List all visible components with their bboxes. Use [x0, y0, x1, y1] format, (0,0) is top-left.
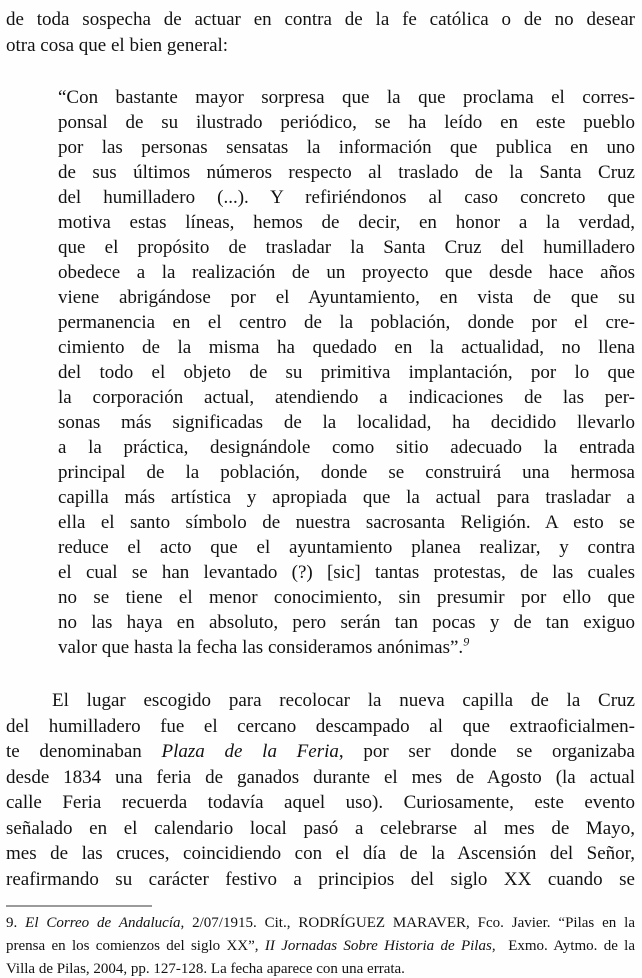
text-line: [58, 535, 635, 560]
text-segment: permanencia en el centro de la población, donde por el cre-: [58, 312, 635, 333]
text-segment: el cual se han levantado (?) [sic] tantas protestas, de las cuales: [58, 562, 635, 583]
text-line: [58, 285, 635, 310]
text-line: [58, 385, 635, 410]
text-line: [6, 958, 635, 978]
text-segment: “Con bastante mayor sorpresa que la que proclama el corres-: [58, 87, 635, 108]
text-segment: obedece a la realización de un proyecto que desde hace años: [58, 262, 635, 283]
text-segment: reafirmando su carácter festivo a principios del siglo XX cuando se: [6, 868, 635, 890]
styled-text-segment: Plaza de la Feria: [161, 741, 339, 762]
text-line: [58, 110, 635, 135]
text-line: [58, 435, 635, 460]
text-segment: cimiento de la misma ha quedado en la actualidad, no llena: [58, 337, 635, 358]
text-segment: , Exmo. Aytmo. de la: [491, 938, 636, 954]
text-line: [58, 310, 635, 335]
text-segment: ella el santo símbolo de nuestra sacrosanta Religión. A esto se: [58, 512, 635, 533]
text-segment: de sus últimos números respecto al traslado de la Santa Cruz: [58, 162, 635, 183]
text-line: [58, 560, 635, 585]
text-segment: ponsal de su ilustrado periódico, se ha leído en este pueblo: [58, 112, 635, 133]
text-segment: reduce el acto que el ayuntamiento planea realizar, y contra: [58, 537, 635, 558]
text-segment: por las personas sensatas la información que publica en uno: [58, 137, 635, 158]
text-segment: que el propósito de trasladar la Santa Cruz del humilladero: [58, 237, 635, 258]
text-line: [58, 235, 635, 260]
text-segment: no se tiene el menor conocimiento, sin presumir por ello que: [58, 587, 635, 608]
footnote-text: [6, 912, 635, 978]
text-line: [6, 7, 635, 33]
text-line: [6, 935, 635, 958]
text-segment: principal de la población, donde se construirá una hermosa: [58, 462, 635, 483]
text-line: [58, 210, 635, 235]
text-segment: 9.: [6, 915, 26, 931]
text-line: [58, 410, 635, 435]
text-segment: a la práctica, designándole como sitio adecuado la entrada: [58, 437, 635, 458]
text-segment: del humilladero (...). Y refiriéndonos al caso concreto que: [58, 187, 635, 208]
text-segment: desde 1834 una feria de ganados durante el mes de Agosto (la actual: [6, 766, 635, 788]
text-segment: no las haya en absoluto, pero serán tan pocas y de tan exiguo: [58, 612, 635, 633]
text-line: [6, 714, 635, 740]
text-segment: calle Feria recuerda todavía aquel uso). Curiosamente, este evento: [6, 792, 635, 813]
text-segment: valor que hasta la fecha las consideramos anónimas”.: [58, 637, 464, 658]
text-segment: del todo el objeto de su primitiva implantación, por lo que: [58, 362, 635, 383]
text-line: [58, 335, 635, 360]
footnote-rule: [6, 905, 152, 907]
text-line: [6, 816, 635, 842]
text-line: [6, 790, 635, 816]
opening-paragraph: [6, 7, 635, 58]
text-line: [58, 510, 635, 535]
text-line: [58, 485, 635, 510]
text-line: [58, 585, 635, 610]
text-line: [58, 610, 635, 635]
text-line: [58, 360, 635, 385]
text-line: [6, 33, 635, 59]
text-segment: , por ser donde se organizaba: [338, 741, 635, 762]
footnote: [6, 905, 635, 978]
text-line: [58, 635, 635, 660]
text-line: [6, 765, 635, 791]
text-segment: otra cosa que el bien general:: [6, 34, 229, 56]
feria-paragraph: [6, 688, 635, 892]
text-line: [6, 867, 635, 893]
styled-text-segment: 9: [463, 634, 470, 649]
text-line: [58, 85, 635, 110]
text-segment: te denominaban: [6, 741, 162, 762]
text-line: [6, 739, 635, 765]
text-segment: motiva estas líneas, hemos de decir, en honor a la verdad,: [58, 212, 635, 233]
text-line: [6, 841, 635, 867]
text-segment: El lugar escogido para recolocar la nueva capilla de la Cruz: [52, 690, 635, 711]
text-line: [58, 460, 635, 485]
text-line: [58, 260, 635, 285]
text-segment: mes de las cruces, coincidiendo con el día de la Ascensión del Señor,: [6, 843, 635, 864]
text-segment: capilla más artística y apropiada que la actual para trasladar a: [58, 487, 635, 508]
text-line: [58, 135, 635, 160]
text-segment: sonas más significadas de la localidad, ha decidido llevarlo: [58, 412, 635, 433]
text-line: [58, 185, 635, 210]
text-line: [6, 688, 635, 714]
text-segment: Villa de Pilas, 2004, pp. 127-128. La fecha aparece con una errata.: [6, 961, 405, 977]
text-segment: de toda sospecha de actuar en contra de la fe católica o de no desear: [6, 9, 635, 30]
styled-text-segment: II Jornadas Sobre Historia de Pilas: [264, 938, 492, 954]
styled-text-segment: El Correo de Andalucía: [25, 915, 181, 931]
text-line: [6, 912, 635, 935]
text-segment: prensa en los comienzos del siglo XX”,: [6, 938, 265, 954]
text-segment: señalado en el calendario local pasó a celebrarse al mes de Mayo,: [6, 817, 635, 839]
text-line: [58, 160, 635, 185]
text-segment: la corporación actual, atendiendo a indicaciones de las per-: [58, 387, 635, 408]
block-quote: [6, 85, 635, 660]
text-segment: viene abrigándose por el Ayuntamiento, en vista de que su: [58, 287, 635, 308]
text-segment: del humilladero fue el cercano descampado al que extraoficialmen-: [6, 715, 635, 737]
text-segment: , 2/07/1915. Cit., RODRÍGUEZ MARAVER, Fco. Javier. “Pilas en la: [180, 915, 636, 931]
